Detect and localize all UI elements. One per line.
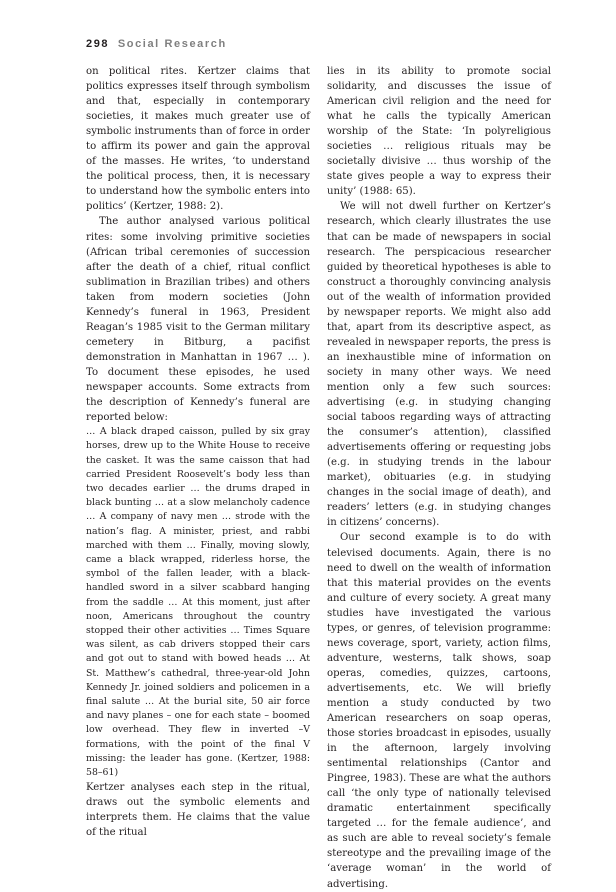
paragraph: We will not dwell further on Kertzer’s research, which clearly illustrates the use that can be made of newspapers in social research. The perspicacious researcher guided by theoretical hypotheses is able to construct a thoroughly convincing analysis out of the wealth of information provided by newspaper reports. We might also add that, apart from its descriptive aspect, as revealed in newspaper reports, the press is an inexhaustible mine of information on society in many other ways. We need mention only a few such sources: advertising (e.g. in studying changing social taboos regarding ways of attracting the consumer’s attention), classified advertisements offering or requesting jobs (e.g. in studying trends in the labour market), obituaries (e.g. in studying changes in the social image of death), and readers’ letters (e.g. in studying changes in citizens’ concerns).	[327, 201, 551, 529]
running-title: Social Research	[117, 38, 227, 50]
paragraph: lies in its ability to promote social solidarity, and discusses the issue of American civil religion and the need for what he calls the typically American worship of the State: ‘In polyreligious societies … religious rituals may be societally divisive … thus worship of the state gives people a way to express their unity’ (1988: 65).	[327, 66, 551, 198]
block-quote: … A black draped caisson, pulled by six gray horses, drew up to the White House to receive the casket. It was the same caisson that had carried President Roosevelt’s body less than two decades earlier … the drums draped in black bunting … at a slow melancholy cadence … A company of navy men … strode with the nation’s flag. A minister, priest, and rabbi marched with them … Finally, moving slowly, came a black wrapped, riderless horse, the symbol of the fallen leader, with a black-handled sword in a silver scabbard hanging from the saddle … At this moment, just after noon, Americans throughout the country stopped their other activities … Times Square was silent, as cab drivers stopped their cars and got out to stand with bowed heads … At St. Matthew’s cathedral, three-year-old John Kennedy Jr. joined soldiers and policemen in a final salute … At the burial site, 50 air force and navy planes – one for each state – boomed low overhead. They flew in inverted –V formations, with the point of the final V missing: the leader has gone. (Kertzer, 1988: 58–61)	[86, 426, 310, 778]
running-header	[86, 38, 227, 50]
left-column	[86, 64, 310, 840]
paragraph: Kertzer analyses each step in the ritual, draws out the symbolic elements and interprets them. He claims that the value of the ritual	[86, 782, 310, 839]
page-number: 298	[86, 38, 110, 50]
right-column	[327, 64, 551, 892]
paragraph: The author analysed various political rites: some involving primitive societies (African tribal ceremonies of succession after the death of a chief, ritual conflict sublimation in Brazilian tribes) and others taken from modern societies (John Kennedy’s funeral in 1963, President Reagan’s 1985 visit to the German military cemetery in Bitburg, a pacifist demonstration in Manhattan in 1967 … ). To document these episodes, he used newspaper accounts. Some extracts from the description of Kennedy’s funeral are reported below:	[86, 216, 310, 424]
paragraph: on political rites. Kertzer claims that politics expresses itself through symbolism and that, especially in contemporary societies, it makes much greater use of symbolic instruments than of force in order to affirm its power and gain the approval of the masses. He writes, ‘to understand the political process, then, it is necessary to understand how the symbolic enters into politics’ (Kertzer, 1988: 2).	[86, 66, 310, 213]
paragraph: Our second example is to do with televised documents. Again, there is no need to dwell on the wealth of information that this material provides on the events and culture of every society. A great many studies have investigated the various types, or genres, of television programme: news coverage, sport, variety, action films, adventure, westerns, talk shows, soap operas, comedies, quizzes, cartoons, advertisements, etc. We will briefly mention a study conducted by two American researchers on soap operas, those stories broadcast in episodes, usually in the afternoon, largely involving sentimental relationships (Cantor and Pingree, 1983). These are what the authors call ‘the only type of nationally televised dramatic entertainment specifically targeted … for the female audience’, and as such are able to reveal society’s female stereotype and the prevailing image of the ‘average woman’ in the world of advertising.	[327, 532, 551, 890]
